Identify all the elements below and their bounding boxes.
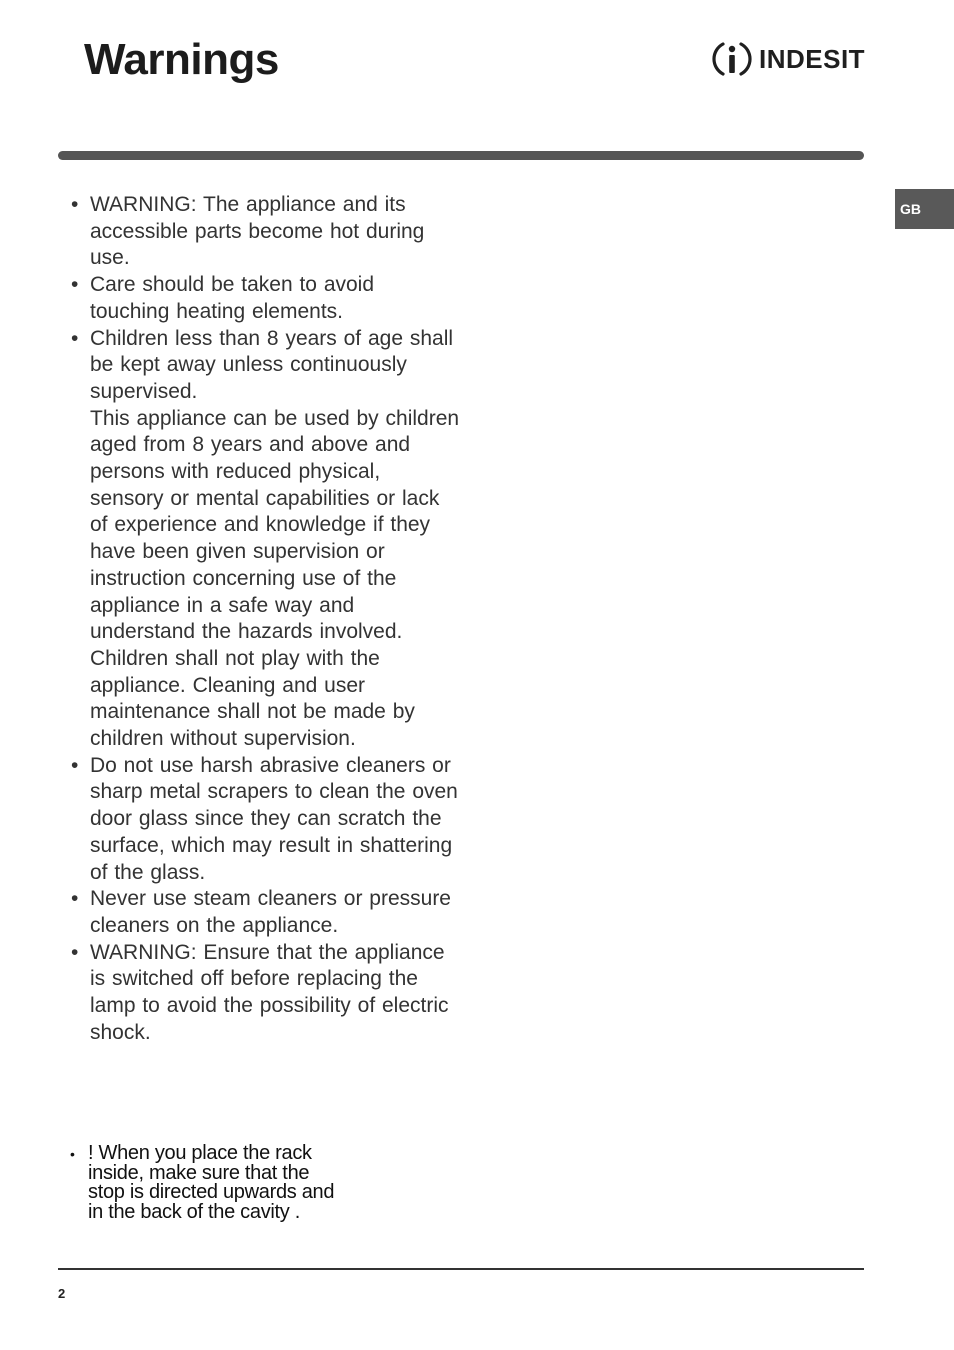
- footer-divider: [58, 1268, 864, 1270]
- note-line: stop is directed upwards and: [88, 1181, 335, 1203]
- bullet-icon: •: [70, 1146, 75, 1162]
- note-line: inside, make sure that the: [88, 1161, 310, 1184]
- warning-text: WARNING: Ensure that the appliance is switched off before replacing the lamp to avoid the possibility of electric shock.: [90, 940, 449, 1044]
- warning-item: [70, 192, 460, 272]
- warning-text: WARNING: The appliance and its accessible parts become hot during use.: [90, 193, 425, 270]
- bullet-icon: •: [71, 887, 79, 911]
- header-divider: [58, 151, 864, 160]
- bullet-icon: •: [71, 193, 79, 216]
- warning-item: [70, 272, 460, 325]
- page-title: Warnings: [84, 35, 279, 84]
- warning-text: Children less than 8 years of age shall be kept away unless continuously supervised.: [90, 326, 454, 403]
- brand-logo: [711, 38, 866, 80]
- bullet-icon: •: [71, 326, 79, 350]
- rack-note: [70, 1144, 400, 1222]
- warning-text: Care should be taken to avoid touching heating elements.: [90, 273, 375, 323]
- page-number: 2: [58, 1286, 66, 1301]
- warning-text: This appliance can be used by children aged from 8 years and above and persons with reduced physical, sensory or mental capabilities or lack of experience and knowledge if they have been given supervision or instruction concerning use of the appliance in a safe way and understand the hazards involved. Children shall not play with the appliance. Cleaning and user maintenance shall not be made by children without supervision.: [90, 406, 460, 751]
- language-tab: GB: [895, 189, 954, 229]
- bullet-icon: •: [71, 273, 79, 297]
- note-line: in the back of the cavity .: [88, 1200, 301, 1223]
- note-line: ! When you place the rack: [88, 1142, 312, 1164]
- warnings-list: [70, 192, 460, 1047]
- warning-text: Never use steam cleaners or pressure cleaners on the appliance.: [90, 887, 451, 937]
- warning-item: [70, 753, 460, 887]
- warning-text: Do not use harsh abrasive cleaners or sharp metal scrapers to clean the oven door glass since they can scratch the surface, which may result in shattering of the glass.: [90, 753, 458, 884]
- warning-item: [70, 940, 460, 1047]
- bullet-icon: •: [71, 753, 79, 777]
- indesit-logo-icon: [711, 38, 753, 80]
- bullet-icon: •: [71, 940, 79, 964]
- brand-name: INDESIT: [759, 44, 866, 74]
- warning-item: [70, 886, 460, 939]
- warning-item: [70, 326, 460, 753]
